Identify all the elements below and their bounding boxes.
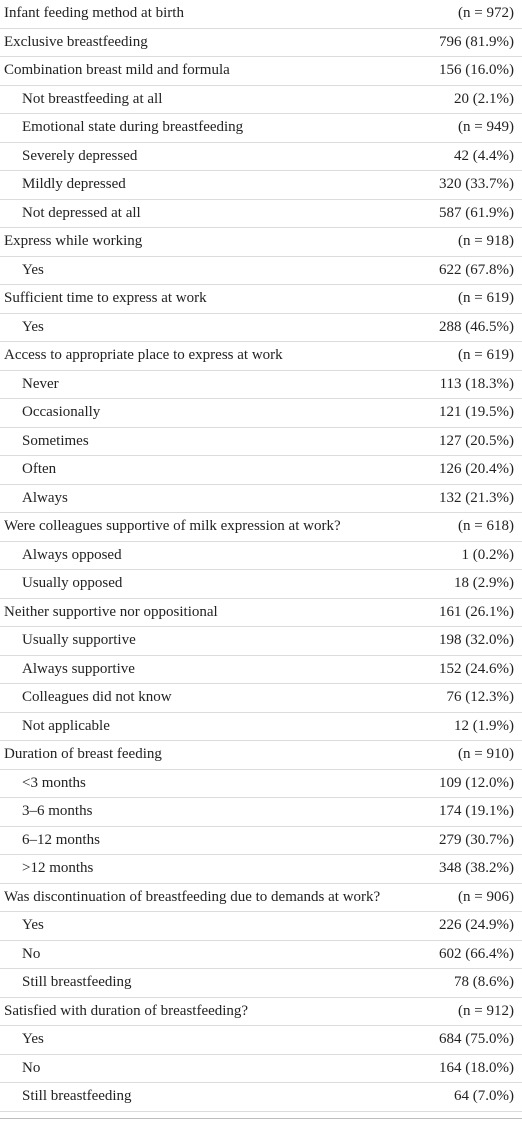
table-row — [0, 257, 522, 286]
row-label: Emotional state during breastfeeding — [22, 119, 244, 136]
row-label: Duration of breast feeding — [4, 746, 162, 763]
row-value: 42 (4.4%) — [454, 147, 514, 164]
row-label: Neither supportive nor oppositional — [4, 603, 218, 620]
row-label: Severely depressed — [22, 147, 138, 164]
row-value: (n = 906) — [458, 888, 514, 905]
row-label: Always opposed — [22, 546, 122, 563]
row-label: No — [22, 1059, 41, 1076]
row-label: Occasionally — [22, 404, 101, 421]
table-row — [0, 371, 522, 400]
table-row — [0, 200, 522, 229]
row-value: (n = 949) — [458, 119, 514, 136]
row-value: (n = 619) — [458, 347, 514, 364]
row-value: 20 (2.1%) — [454, 90, 514, 107]
row-value: 622 (67.8%) — [439, 261, 514, 278]
table-row — [0, 285, 522, 314]
table-row — [0, 513, 522, 542]
table-row — [0, 428, 522, 457]
row-value: (n = 619) — [458, 290, 514, 307]
table-row — [0, 941, 522, 970]
row-label: Satisfied with duration of breastfeeding? — [4, 1002, 249, 1019]
row-value: 152 (24.6%) — [439, 660, 514, 677]
table-row — [0, 342, 522, 371]
row-label: Yes — [22, 917, 44, 934]
row-value: (n = 618) — [458, 518, 514, 535]
table-row — [0, 570, 522, 599]
row-value: 796 (81.9%) — [439, 33, 514, 50]
row-value: 198 (32.0%) — [439, 632, 514, 649]
row-label: Not breastfeeding at all — [22, 90, 163, 107]
table-row — [0, 86, 522, 115]
table-row — [0, 798, 522, 827]
row-value: 602 (66.4%) — [439, 945, 514, 962]
row-label: <3 months — [22, 774, 86, 791]
row-label: Colleagues did not know — [22, 689, 172, 706]
row-label: Yes — [22, 1031, 44, 1048]
table-row — [0, 855, 522, 884]
row-value: 348 (38.2%) — [439, 860, 514, 877]
row-label: Still breastfeeding — [22, 1088, 132, 1105]
row-value: 18 (2.9%) — [454, 575, 514, 592]
row-label: Were colleagues supportive of milk expression at work? — [4, 518, 341, 535]
row-label: Not depressed at all — [22, 204, 141, 221]
row-value: (n = 910) — [458, 746, 514, 763]
row-label: Mildly depressed — [22, 176, 126, 193]
row-value: 126 (20.4%) — [439, 461, 514, 478]
table-row — [0, 827, 522, 856]
table-row — [0, 485, 522, 514]
table-row — [0, 770, 522, 799]
row-label: Sometimes — [22, 432, 89, 449]
row-value: 320 (33.7%) — [439, 176, 514, 193]
table-row — [0, 741, 522, 770]
row-label: No — [22, 945, 41, 962]
row-value: 684 (75.0%) — [439, 1031, 514, 1048]
row-label: 6–12 months — [22, 831, 100, 848]
table-row — [0, 143, 522, 172]
row-label: >12 months — [22, 860, 94, 877]
row-value: (n = 972) — [458, 5, 514, 22]
table-row — [0, 228, 522, 257]
row-value: 174 (19.1%) — [439, 803, 514, 820]
table-row — [0, 114, 522, 143]
row-label: Never — [22, 375, 59, 392]
row-value: 161 (26.1%) — [439, 603, 514, 620]
table-row — [0, 1055, 522, 1084]
row-label: Exclusive breastfeeding — [4, 33, 148, 50]
row-label: Express while working — [4, 233, 143, 250]
table-row — [0, 599, 522, 628]
row-value: (n = 918) — [458, 233, 514, 250]
table-row — [0, 969, 522, 998]
row-label: Sufficient time to express at work — [4, 290, 207, 307]
row-value: 587 (61.9%) — [439, 204, 514, 221]
row-value: 279 (30.7%) — [439, 831, 514, 848]
table-row — [0, 912, 522, 941]
table-row — [0, 656, 522, 685]
row-label: Combination breast mild and formula — [4, 62, 230, 79]
row-value: 1 (0.2%) — [461, 546, 514, 563]
table-row — [0, 713, 522, 742]
row-value: 226 (24.9%) — [439, 917, 514, 934]
table-row — [0, 399, 522, 428]
table-row — [0, 314, 522, 343]
row-value: (n = 912) — [458, 1002, 514, 1019]
row-value: 12 (1.9%) — [454, 717, 514, 734]
row-label: Infant feeding method at birth — [4, 5, 184, 22]
row-label: Still breastfeeding — [22, 974, 132, 991]
row-label: Often — [22, 461, 57, 478]
row-label: Always — [22, 489, 68, 506]
table-row — [0, 1026, 522, 1055]
table-row — [0, 0, 522, 29]
table-row — [0, 29, 522, 58]
table-bottom-rule — [0, 1112, 522, 1119]
row-value: 78 (8.6%) — [454, 974, 514, 991]
row-value: 164 (18.0%) — [439, 1059, 514, 1076]
row-label: Not applicable — [22, 717, 110, 734]
row-value: 64 (7.0%) — [454, 1088, 514, 1105]
row-label: Yes — [22, 318, 44, 335]
row-value: 76 (12.3%) — [446, 689, 514, 706]
table-row — [0, 57, 522, 86]
table-row — [0, 542, 522, 571]
row-value: 121 (19.5%) — [439, 404, 514, 421]
row-value: 288 (46.5%) — [439, 318, 514, 335]
table-row — [0, 1083, 522, 1112]
table-row — [0, 627, 522, 656]
table-row — [0, 171, 522, 200]
table-row — [0, 998, 522, 1027]
row-label: Was discontinuation of breastfeeding due to demands at work? — [4, 888, 381, 905]
table-row — [0, 884, 522, 913]
row-value: 109 (12.0%) — [439, 774, 514, 791]
row-value: 156 (16.0%) — [439, 62, 514, 79]
row-value: 132 (21.3%) — [439, 489, 514, 506]
row-label: Yes — [22, 261, 44, 278]
row-label: 3–6 months — [22, 803, 93, 820]
row-label: Always supportive — [22, 660, 135, 677]
table-row — [0, 456, 522, 485]
row-label: Usually supportive — [22, 632, 136, 649]
row-value: 127 (20.5%) — [439, 432, 514, 449]
row-label: Access to appropriate place to express at work — [4, 347, 283, 364]
row-value: 113 (18.3%) — [439, 375, 514, 392]
table-row — [0, 684, 522, 713]
row-label: Usually opposed — [22, 575, 123, 592]
